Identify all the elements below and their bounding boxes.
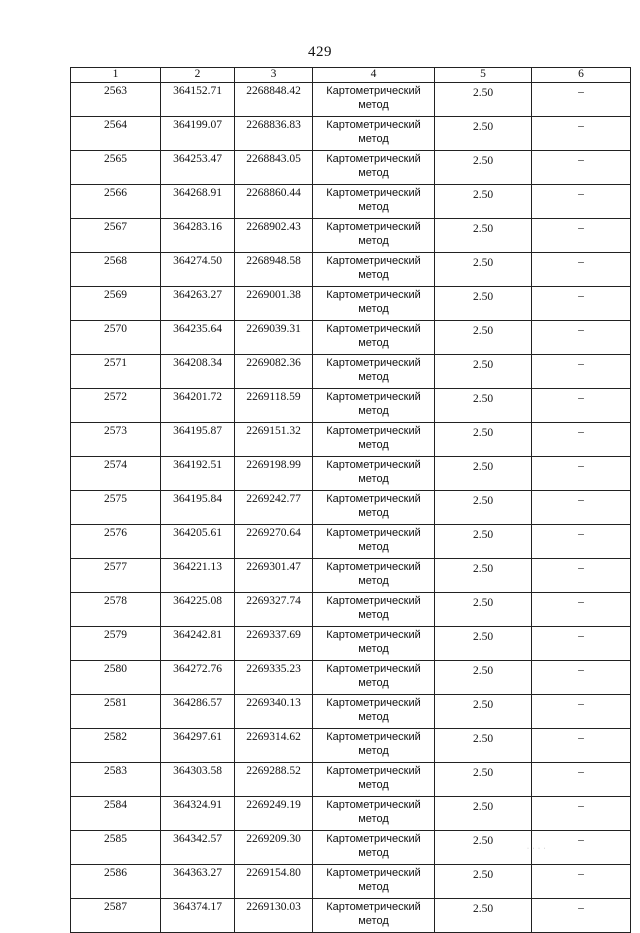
method-line-1: Картометрический xyxy=(326,187,421,199)
method-cell xyxy=(313,117,435,151)
method-line-2: метод xyxy=(358,915,389,927)
method-line-2: метод xyxy=(358,235,389,247)
method-line-2: метод xyxy=(358,303,389,315)
table-row xyxy=(71,355,631,389)
description-cell: – xyxy=(532,185,631,219)
y-coordinate-cell: 2268836.83 xyxy=(235,117,313,151)
method-line-2: метод xyxy=(358,847,389,859)
x-coordinate-cell: 364208.34 xyxy=(161,355,235,389)
method-line-2: метод xyxy=(358,473,389,485)
table-row xyxy=(71,287,631,321)
x-coordinate-cell: 364201.72 xyxy=(161,389,235,423)
method-line-2: метод xyxy=(358,677,389,689)
description-cell: – xyxy=(532,899,631,933)
y-coordinate-cell: 2268902.43 xyxy=(235,219,313,253)
method-line-1: Картометрический xyxy=(326,697,421,709)
method-line-1: Картометрический xyxy=(326,595,421,607)
method-cell xyxy=(313,695,435,729)
method-line-1: Картометрический xyxy=(326,459,421,471)
point-number-cell: 2564 xyxy=(71,117,161,151)
method-line-1: Картометрический xyxy=(326,153,421,165)
method-cell xyxy=(313,287,435,321)
method-line-1: Картометрический xyxy=(326,391,421,403)
x-coordinate-cell: 364253.47 xyxy=(161,151,235,185)
method-line-1: Картометрический xyxy=(326,663,421,675)
method-line-2: метод xyxy=(358,99,389,111)
y-coordinate-cell: 2269154.80 xyxy=(235,865,313,899)
x-coordinate-cell: 364363.27 xyxy=(161,865,235,899)
method-line-1: Картометрический xyxy=(326,901,421,913)
method-line-2: метод xyxy=(358,201,389,213)
y-coordinate-cell: 2269118.59 xyxy=(235,389,313,423)
column-header: 4 xyxy=(313,68,435,83)
table-row xyxy=(71,151,631,185)
column-header: 3 xyxy=(235,68,313,83)
method-line-2: метод xyxy=(358,405,389,417)
table-row xyxy=(71,797,631,831)
accuracy-cell: 2.50 xyxy=(435,389,532,423)
point-number-cell: 2583 xyxy=(71,763,161,797)
x-coordinate-cell: 364235.64 xyxy=(161,321,235,355)
method-line-1: Картометрический xyxy=(326,731,421,743)
description-cell: – xyxy=(532,831,631,865)
accuracy-cell: 2.50 xyxy=(435,661,532,695)
accuracy-cell: 2.50 xyxy=(435,117,532,151)
method-line-1: Картометрический xyxy=(326,765,421,777)
point-number-cell: 2587 xyxy=(71,899,161,933)
point-number-cell: 2575 xyxy=(71,491,161,525)
description-cell: – xyxy=(532,151,631,185)
table-row xyxy=(71,457,631,491)
point-number-cell: 2586 xyxy=(71,865,161,899)
x-coordinate-cell: 364263.27 xyxy=(161,287,235,321)
method-line-2: метод xyxy=(358,439,389,451)
point-number-cell: 2577 xyxy=(71,559,161,593)
y-coordinate-cell: 2269249.19 xyxy=(235,797,313,831)
point-number-cell: 2566 xyxy=(71,185,161,219)
y-coordinate-cell: 2269242.77 xyxy=(235,491,313,525)
table-row xyxy=(71,763,631,797)
method-cell xyxy=(313,865,435,899)
method-cell xyxy=(313,763,435,797)
point-number-cell: 2580 xyxy=(71,661,161,695)
accuracy-cell: 2.50 xyxy=(435,763,532,797)
column-header: 2 xyxy=(161,68,235,83)
description-cell: – xyxy=(532,287,631,321)
x-coordinate-cell: 364199.07 xyxy=(161,117,235,151)
accuracy-cell: 2.50 xyxy=(435,627,532,661)
y-coordinate-cell: 2269130.03 xyxy=(235,899,313,933)
method-cell xyxy=(313,661,435,695)
accuracy-cell: 2.50 xyxy=(435,695,532,729)
table-row xyxy=(71,423,631,457)
method-cell xyxy=(313,627,435,661)
method-cell xyxy=(313,389,435,423)
y-coordinate-cell: 2269314.62 xyxy=(235,729,313,763)
y-coordinate-cell: 2269270.64 xyxy=(235,525,313,559)
method-cell xyxy=(313,185,435,219)
method-cell xyxy=(313,457,435,491)
description-cell: – xyxy=(532,491,631,525)
method-line-2: метод xyxy=(358,269,389,281)
column-header: 5 xyxy=(435,68,532,83)
point-number-cell: 2563 xyxy=(71,83,161,117)
method-line-2: метод xyxy=(358,371,389,383)
point-number-cell: 2581 xyxy=(71,695,161,729)
accuracy-cell: 2.50 xyxy=(435,593,532,627)
x-coordinate-cell: 364283.16 xyxy=(161,219,235,253)
description-cell: – xyxy=(532,321,631,355)
coordinates-table xyxy=(70,67,631,933)
accuracy-cell: 2.50 xyxy=(435,865,532,899)
x-coordinate-cell: 364274.50 xyxy=(161,253,235,287)
method-line-2: метод xyxy=(358,745,389,757)
table-row xyxy=(71,627,631,661)
table-body xyxy=(71,83,631,933)
description-cell: – xyxy=(532,695,631,729)
accuracy-cell: 2.50 xyxy=(435,219,532,253)
table-row xyxy=(71,593,631,627)
table-row xyxy=(71,117,631,151)
table-row xyxy=(71,389,631,423)
accuracy-cell: 2.50 xyxy=(435,729,532,763)
y-coordinate-cell: 2269198.99 xyxy=(235,457,313,491)
method-line-1: Картометрический xyxy=(326,561,421,573)
description-cell: – xyxy=(532,763,631,797)
method-line-1: Картометрический xyxy=(326,527,421,539)
accuracy-cell: 2.50 xyxy=(435,491,532,525)
accuracy-cell: 2.50 xyxy=(435,287,532,321)
table-row xyxy=(71,219,631,253)
y-coordinate-cell: 2269301.47 xyxy=(235,559,313,593)
y-coordinate-cell: 2269288.52 xyxy=(235,763,313,797)
accuracy-cell: 2.50 xyxy=(435,899,532,933)
method-line-1: Картометрический xyxy=(326,323,421,335)
method-cell xyxy=(313,151,435,185)
accuracy-cell: 2.50 xyxy=(435,151,532,185)
accuracy-cell: 2.50 xyxy=(435,83,532,117)
description-cell: – xyxy=(532,729,631,763)
x-coordinate-cell: 364297.61 xyxy=(161,729,235,763)
accuracy-cell: 2.50 xyxy=(435,457,532,491)
method-cell xyxy=(313,831,435,865)
method-line-1: Картометрический xyxy=(326,833,421,845)
method-line-1: Картометрический xyxy=(326,85,421,97)
accuracy-cell: 2.50 xyxy=(435,525,532,559)
x-coordinate-cell: 364303.58 xyxy=(161,763,235,797)
x-coordinate-cell: 364324.91 xyxy=(161,797,235,831)
method-line-2: метод xyxy=(358,711,389,723)
x-coordinate-cell: 364225.08 xyxy=(161,593,235,627)
accuracy-cell: 2.50 xyxy=(435,559,532,593)
accuracy-cell: 2.50 xyxy=(435,423,532,457)
point-number-cell: 2568 xyxy=(71,253,161,287)
method-cell xyxy=(313,219,435,253)
accuracy-cell: 2.50 xyxy=(435,355,532,389)
description-cell: – xyxy=(532,423,631,457)
description-cell: – xyxy=(532,627,631,661)
method-cell xyxy=(313,797,435,831)
method-cell xyxy=(313,593,435,627)
point-number-cell: 2578 xyxy=(71,593,161,627)
description-cell: – xyxy=(532,253,631,287)
x-coordinate-cell: 364192.51 xyxy=(161,457,235,491)
scan-artifact: · · · · xyxy=(527,846,547,852)
table-row xyxy=(71,491,631,525)
x-coordinate-cell: 364221.13 xyxy=(161,559,235,593)
table-row xyxy=(71,729,631,763)
accuracy-cell: 2.50 xyxy=(435,831,532,865)
table-row xyxy=(71,661,631,695)
point-number-cell: 2569 xyxy=(71,287,161,321)
y-coordinate-cell: 2269209.30 xyxy=(235,831,313,865)
accuracy-cell: 2.50 xyxy=(435,321,532,355)
point-number-cell: 2571 xyxy=(71,355,161,389)
point-number-cell: 2585 xyxy=(71,831,161,865)
x-coordinate-cell: 364205.61 xyxy=(161,525,235,559)
method-cell xyxy=(313,423,435,457)
method-line-2: метод xyxy=(358,507,389,519)
y-coordinate-cell: 2268848.42 xyxy=(235,83,313,117)
y-coordinate-cell: 2269151.32 xyxy=(235,423,313,457)
method-line-1: Картометрический xyxy=(326,867,421,879)
table-row xyxy=(71,899,631,933)
y-coordinate-cell: 2269082.36 xyxy=(235,355,313,389)
point-number-cell: 2572 xyxy=(71,389,161,423)
x-coordinate-cell: 364195.84 xyxy=(161,491,235,525)
y-coordinate-cell: 2269327.74 xyxy=(235,593,313,627)
method-cell xyxy=(313,729,435,763)
table-header-row xyxy=(71,68,631,83)
accuracy-cell: 2.50 xyxy=(435,185,532,219)
method-line-2: метод xyxy=(358,643,389,655)
y-coordinate-cell: 2269340.13 xyxy=(235,695,313,729)
x-coordinate-cell: 364242.81 xyxy=(161,627,235,661)
x-coordinate-cell: 364152.71 xyxy=(161,83,235,117)
table-row xyxy=(71,253,631,287)
method-cell xyxy=(313,355,435,389)
method-line-2: метод xyxy=(358,813,389,825)
point-number-cell: 2573 xyxy=(71,423,161,457)
method-line-2: метод xyxy=(358,881,389,893)
description-cell: – xyxy=(532,83,631,117)
page-number: 429 xyxy=(308,44,332,60)
description-cell: – xyxy=(532,559,631,593)
description-cell: – xyxy=(532,525,631,559)
x-coordinate-cell: 364374.17 xyxy=(161,899,235,933)
table-row xyxy=(71,525,631,559)
table-row xyxy=(71,865,631,899)
y-coordinate-cell: 2268843.05 xyxy=(235,151,313,185)
method-line-1: Картометрический xyxy=(326,799,421,811)
method-cell xyxy=(313,491,435,525)
accuracy-cell: 2.50 xyxy=(435,253,532,287)
method-line-2: метод xyxy=(358,575,389,587)
method-line-1: Картометрический xyxy=(326,425,421,437)
y-coordinate-cell: 2269337.69 xyxy=(235,627,313,661)
method-line-2: метод xyxy=(358,133,389,145)
description-cell: – xyxy=(532,219,631,253)
point-number-cell: 2565 xyxy=(71,151,161,185)
table-row xyxy=(71,695,631,729)
method-cell xyxy=(313,899,435,933)
description-cell: – xyxy=(532,593,631,627)
method-line-2: метод xyxy=(358,337,389,349)
y-coordinate-cell: 2269001.38 xyxy=(235,287,313,321)
description-cell: – xyxy=(532,457,631,491)
method-cell xyxy=(313,83,435,117)
method-line-2: метод xyxy=(358,167,389,179)
method-line-2: метод xyxy=(358,541,389,553)
column-header: 1 xyxy=(71,68,161,83)
point-number-cell: 2584 xyxy=(71,797,161,831)
method-line-1: Картометрический xyxy=(326,493,421,505)
method-line-1: Картометрический xyxy=(326,119,421,131)
method-line-1: Картометрический xyxy=(326,255,421,267)
method-cell xyxy=(313,321,435,355)
point-number-cell: 2576 xyxy=(71,525,161,559)
x-coordinate-cell: 364342.57 xyxy=(161,831,235,865)
table-row xyxy=(71,321,631,355)
description-cell: – xyxy=(532,389,631,423)
point-number-cell: 2567 xyxy=(71,219,161,253)
x-coordinate-cell: 364286.57 xyxy=(161,695,235,729)
point-number-cell: 2579 xyxy=(71,627,161,661)
method-line-1: Картометрический xyxy=(326,357,421,369)
x-coordinate-cell: 364268.91 xyxy=(161,185,235,219)
point-number-cell: 2574 xyxy=(71,457,161,491)
description-cell: – xyxy=(532,117,631,151)
x-coordinate-cell: 364272.76 xyxy=(161,661,235,695)
table-row xyxy=(71,83,631,117)
method-line-2: метод xyxy=(358,779,389,791)
column-header: 6 xyxy=(532,68,631,83)
y-coordinate-cell: 2269039.31 xyxy=(235,321,313,355)
description-cell: – xyxy=(532,661,631,695)
description-cell: – xyxy=(532,865,631,899)
y-coordinate-cell: 2268948.58 xyxy=(235,253,313,287)
method-cell xyxy=(313,525,435,559)
method-line-1: Картометрический xyxy=(326,221,421,233)
method-cell xyxy=(313,253,435,287)
method-cell xyxy=(313,559,435,593)
description-cell: – xyxy=(532,355,631,389)
y-coordinate-cell: 2268860.44 xyxy=(235,185,313,219)
y-coordinate-cell: 2269335.23 xyxy=(235,661,313,695)
method-line-1: Картометрический xyxy=(326,289,421,301)
description-cell: – xyxy=(532,797,631,831)
point-number-cell: 2570 xyxy=(71,321,161,355)
point-number-cell: 2582 xyxy=(71,729,161,763)
method-line-2: метод xyxy=(358,609,389,621)
accuracy-cell: 2.50 xyxy=(435,797,532,831)
x-coordinate-cell: 364195.87 xyxy=(161,423,235,457)
table-row xyxy=(71,559,631,593)
method-line-1: Картометрический xyxy=(326,629,421,641)
table-row xyxy=(71,831,631,865)
table-row xyxy=(71,185,631,219)
